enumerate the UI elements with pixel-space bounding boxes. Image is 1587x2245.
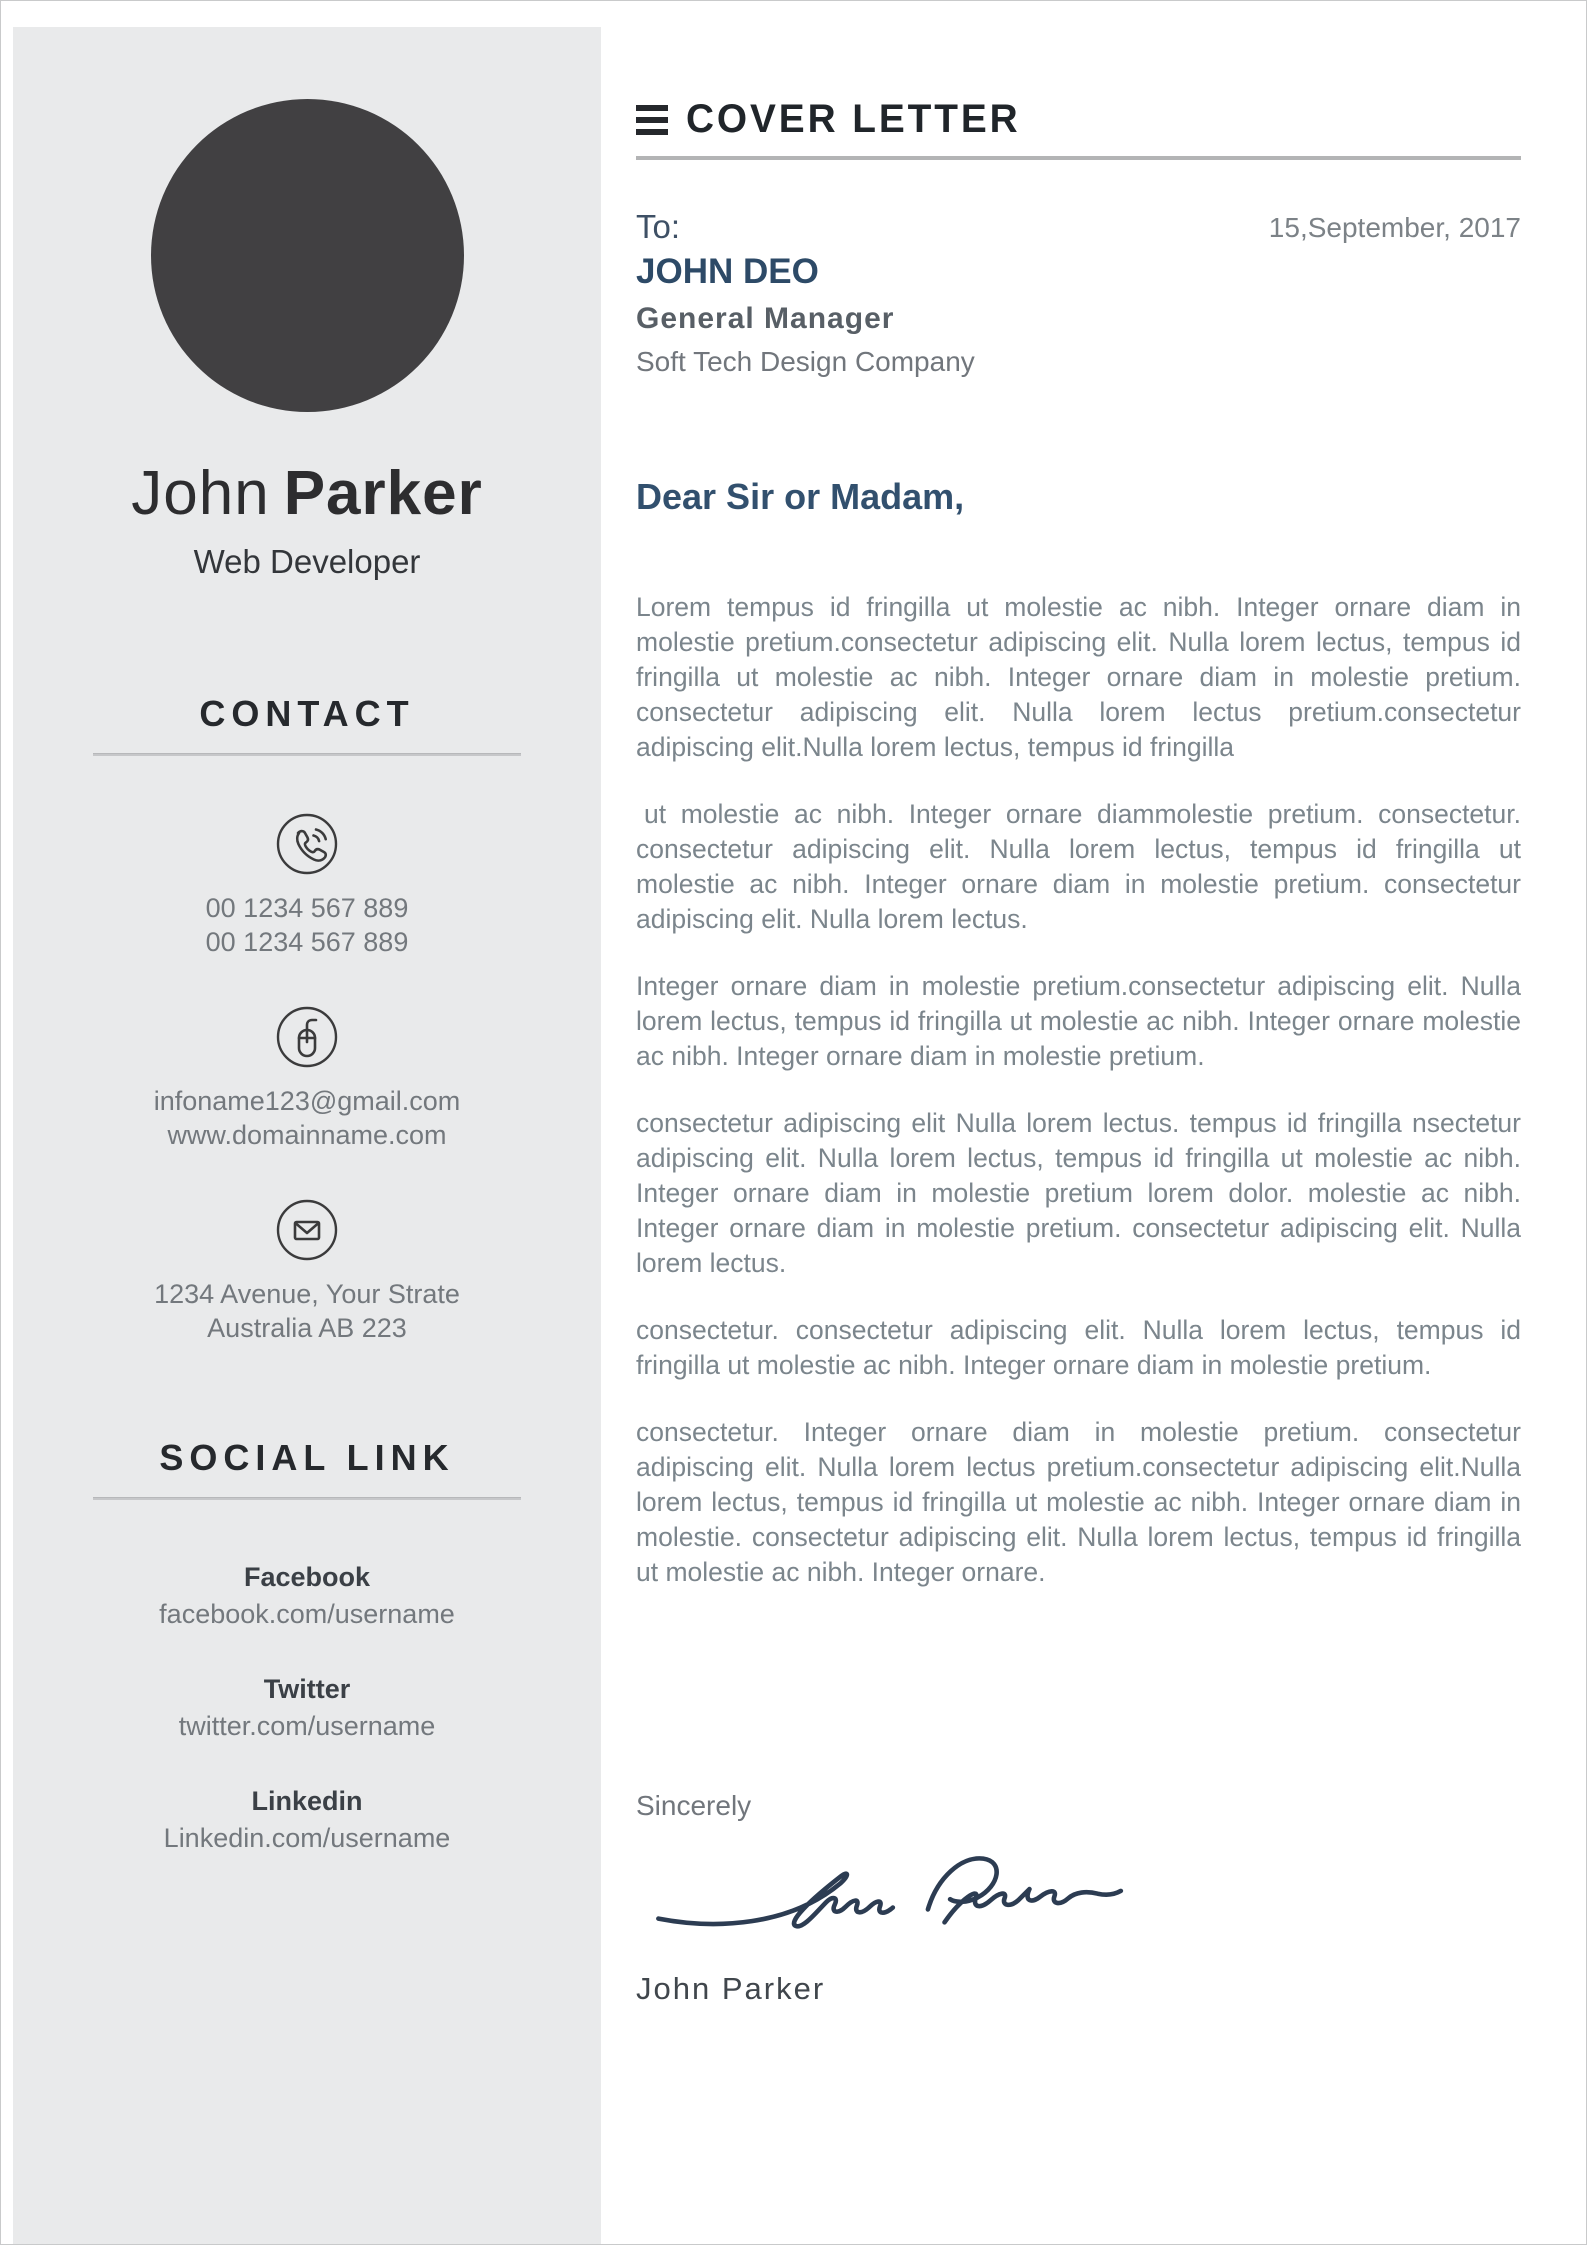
letter-date: 15,September, 2017: [1268, 212, 1521, 243]
twitter-label: Twitter: [263, 1674, 351, 1704]
signature-image: [636, 1830, 1146, 1950]
contact-heading: CONTACT: [199, 693, 415, 734]
paragraph-1: Lorem tempus id fringilla ut molestie ac nibh. Integer ornare diam in molestie pretium.consectetur adipiscing elit. Nulla lorem lectus, tempus id fringilla ut molestie ac nibh. Integer ornare diam in molestie pretium. consectetur adipiscing elit. Nulla lorem lectus pretium.consectetur adipiscing elit.Nulla lorem lectus, tempus id fringilla: [636, 592, 1521, 762]
social-divider: [93, 1497, 521, 1500]
paragraph-4: consectetur adipiscing elit Nulla lorem lectus. tempus id fringilla nsectetur adipiscing elit. Nulla lorem lectus, tempus id fringilla ut molestie ac nibh. Integer ornare diam in molestie pretium lorem dolor. molestie ac nibh. Integer ornare diam in molestie pretium. consectetur adipiscing elit. Nulla lorem lectus.: [636, 1108, 1521, 1278]
phone-number-1: 00 1234 567 889: [205, 893, 409, 923]
recipient-company: Soft Tech Design Company: [636, 346, 975, 377]
phone-icon: [275, 812, 339, 876]
social-item-facebook: [13, 1562, 601, 1630]
closing-word: Sincerely: [636, 1790, 752, 1821]
mail-icon-wrap: [13, 1198, 601, 1345]
address-line-2: Australia AB 223: [207, 1313, 407, 1343]
person-name: [13, 458, 601, 529]
paragraph-2: ut molestie ac nibh. Integer ornare diammolestie pretium. consectetur. consectetur adipiscing elit. Nulla lorem lectus, tempus id fringilla ut molestie ac nibh. Integer ornare diam in molestie pretium. consectetur adipiscing elit. Nulla lorem lectus.: [636, 799, 1521, 934]
to-label: To:: [636, 208, 681, 245]
sender-name: John Parker: [636, 1971, 826, 2006]
recipient-name: JOHN DEO: [636, 252, 819, 291]
phone-number-2: 00 1234 567 889: [205, 927, 409, 957]
web-icon-wrap: [13, 1005, 601, 1152]
address-line-1: 1234 Avenue, Your Strate: [154, 1279, 460, 1309]
envelope-icon: [275, 1198, 339, 1262]
social-item-linkedin: [13, 1786, 601, 1854]
contact-divider: [93, 753, 521, 756]
paragraph-3: Integer ornare diam in molestie pretium.consectetur adipiscing elit. Nulla lorem lectus, tempus id fringilla ut molestie ac nibh. Integer ornare molestie ac nibh. Integer ornare diam in molestie pretium.: [636, 971, 1521, 1071]
menu-icon: [636, 105, 668, 135]
paragraph-6: consectetur. Integer ornare diam in molestie pretium. consectetur adipiscing elit. Nulla lorem lectus pretium.consectetur adipiscing elit.Nulla lorem lectus, tempus id fringilla ut molestie ac nibh. Integer ornare diam in molestie. consectetur adipiscing elit. Nulla lorem lectus, tempus id fringilla ut molestie ac nibh. Integer ornare.: [636, 1417, 1521, 1587]
sidebar: [13, 27, 601, 2244]
salutation: Dear Sir or Madam,: [636, 476, 965, 517]
header-divider: [636, 156, 1521, 160]
first-name: John: [131, 459, 270, 528]
last-name: Parker: [283, 459, 483, 528]
letter-meta: [636, 208, 1521, 378]
social-heading: SOCIAL LINK: [159, 1437, 455, 1478]
letter-header: [636, 97, 1521, 142]
social-item-twitter: [13, 1674, 601, 1742]
letter-title: COVER LETTER: [686, 97, 1021, 141]
linkedin-url[interactable]: Linkedin.com/username: [163, 1823, 451, 1853]
mouse-icon: [275, 1005, 339, 1069]
profile-photo: [151, 99, 464, 412]
paragraph-5: consectetur. consectetur adipiscing elit. Nulla lorem lectus, tempus id fringilla ut molestie ac nibh. Integer ornare diam in molestie pretium.: [636, 1315, 1521, 1380]
twitter-url[interactable]: twitter.com/username: [178, 1711, 436, 1741]
facebook-label: Facebook: [243, 1562, 371, 1592]
recipient-block: [636, 208, 975, 378]
email-address[interactable]: infoname123@gmail.com: [153, 1086, 461, 1116]
website-url[interactable]: www.domainname.com: [167, 1120, 447, 1150]
phone-icon-wrap: [13, 812, 601, 959]
recipient-title: General Manager: [636, 302, 895, 335]
letter-content: [636, 97, 1521, 2007]
job-title: Web Developer: [193, 543, 421, 580]
facebook-url[interactable]: facebook.com/username: [159, 1599, 455, 1629]
linkedin-label: Linkedin: [251, 1786, 363, 1816]
